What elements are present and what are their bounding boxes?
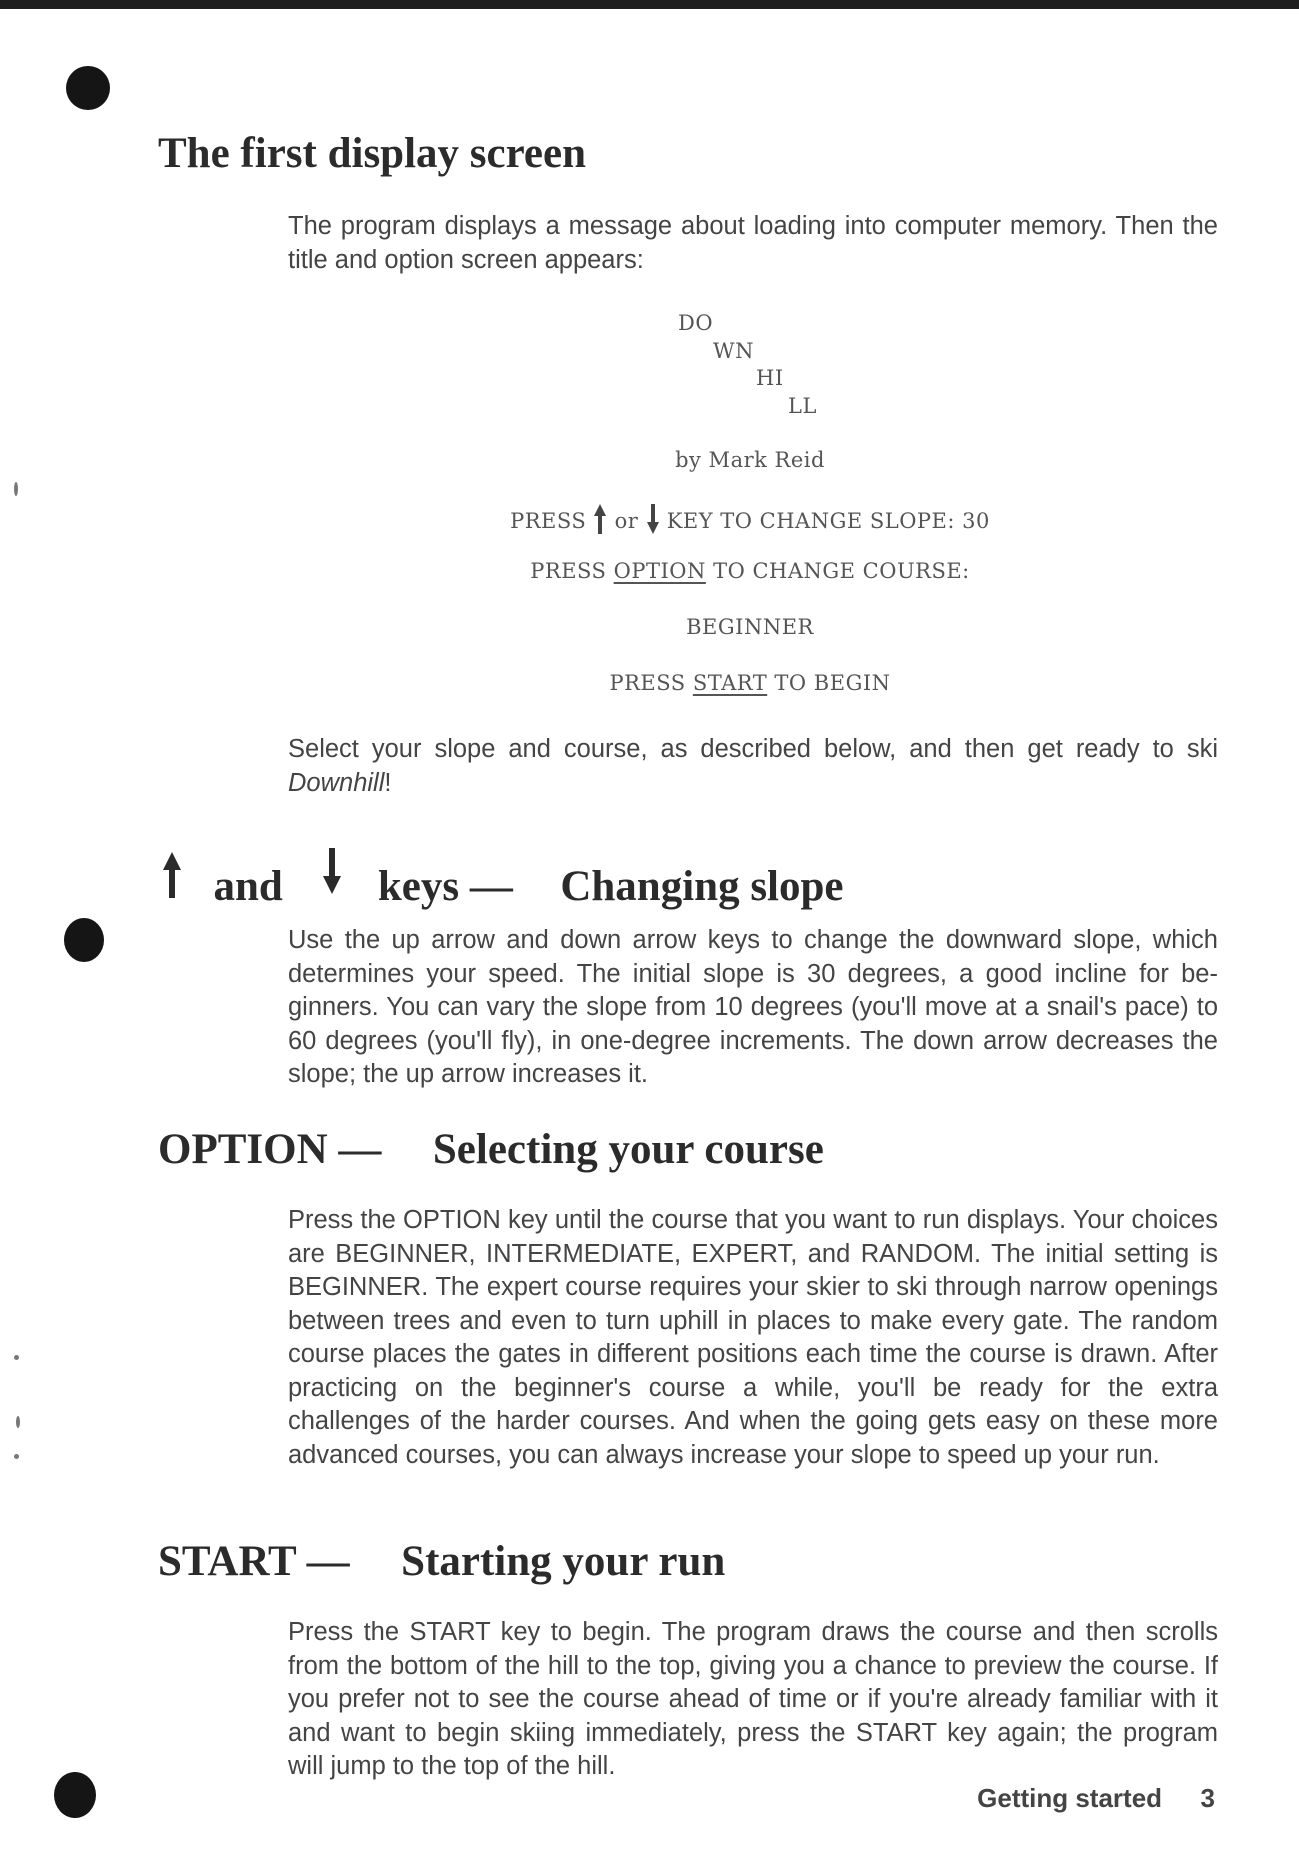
section-title-start (158, 1540, 725, 1583)
start-text: TO BEGIN (774, 671, 891, 695)
slope-value: 30 (962, 509, 990, 533)
footer-label: Getting started (977, 1783, 1163, 1813)
up-arrow-icon (593, 504, 607, 539)
start-key-label: START (692, 671, 768, 695)
down-arrow-icon (322, 848, 342, 902)
and-word: and (213, 863, 283, 910)
title-dash: — (306, 1538, 350, 1585)
page-footer (977, 1783, 1215, 1814)
course-value: BEGINNER (686, 615, 814, 639)
slope-paragraph: Use the up arrow and down arrow keys to change the downward slope, which determines your speed. The initial slope is 30 degrees, a good incline for beginners. You can vary the slope from 10 degrees (you'll move at a snail's pace) to 60 degrees (you'll fly), in one-degree increments. The down arrow decreases the slope; the up arrow increases it. (288, 926, 1218, 1088)
binder-hole-top (66, 66, 110, 110)
title-line-ll: LL (788, 394, 817, 418)
start-press-word: PRESS (609, 671, 686, 695)
option-word: OPTION (158, 1126, 328, 1173)
page-number: 3 (1200, 1783, 1215, 1813)
slope-press-word: PRESS (510, 509, 587, 533)
down-arrow-icon (646, 504, 660, 539)
section-title-first-display: The first display screen (158, 130, 587, 177)
selecting-course-title: Selecting your course (432, 1126, 824, 1173)
keys-word: keys (377, 863, 460, 910)
margin-speck (14, 1355, 19, 1360)
binder-hole-bottom (54, 1772, 96, 1818)
course-instruction (0, 559, 1299, 583)
binder-hole-middle (64, 918, 104, 962)
slope-text: KEY TO CHANGE SLOPE: (666, 509, 955, 533)
author-line: by Mark Reid (675, 448, 825, 472)
course-text: TO CHANGE COURSE: (713, 559, 970, 583)
margin-speck (14, 482, 18, 496)
start-paragraph: Press the START key to begin. The program draws the course and then scrolls from the bottom of the hill to the top, giving you a chance to preview the course. If you prefer not to see the course ahead of time or if you're already familiar with it and want to begin skiing immediately, press the START key again; the program will jump to the top of the hill. (288, 1618, 1218, 1780)
start-instruction (0, 671, 1299, 695)
intro-paragraph: The program displays a message about loading into computer memory. Then the title and option screen appears: (288, 212, 1218, 274)
course-paragraph: Press the OPTION key until the course that you want to run displays. Your choices are BEGINNER, INTERMEDIATE, EXPERT, and RANDOM. The initial setting is BEGINNER. The expert course requires your skier to ski through narrow openings between trees and even to turn uphill in places to make every gate. The random course places the gates in different positions each time the course is drawn. After practicing on the beginner's course a while, you'll be ready for the extra challenges of the harder courses. And when the going gets easy on these more advanced courses, you can always increase your slope to speed up your run. (288, 1206, 1218, 1469)
title-dash: — (338, 1126, 382, 1173)
slope-instruction (0, 504, 1299, 539)
select-text: Select your slope and course, as described below, and then get ready to ski (288, 735, 1218, 763)
section-title-option (158, 1128, 824, 1171)
start-word: START (158, 1538, 296, 1585)
game-title-italic: Downhill (288, 768, 385, 797)
page-top-edge (0, 0, 1299, 9)
title-line-wn: WN (713, 339, 754, 363)
section-title-arrow-keys (162, 848, 844, 908)
title-line-do: DO (678, 311, 714, 335)
option-key-label: OPTION (613, 559, 706, 583)
title-line-hi: HI (756, 366, 784, 390)
margin-speck (16, 1416, 20, 1428)
course-press-word: PRESS (530, 559, 607, 583)
slope-or-word: or (614, 509, 639, 533)
up-arrow-icon (162, 852, 182, 906)
changing-slope-title: Changing slope (560, 863, 844, 910)
margin-speck (14, 1454, 19, 1459)
starting-run-title: Starting your run (401, 1538, 726, 1585)
select-paragraph (288, 733, 1218, 800)
select-end: ! (384, 768, 392, 797)
title-dash: — (469, 863, 513, 910)
